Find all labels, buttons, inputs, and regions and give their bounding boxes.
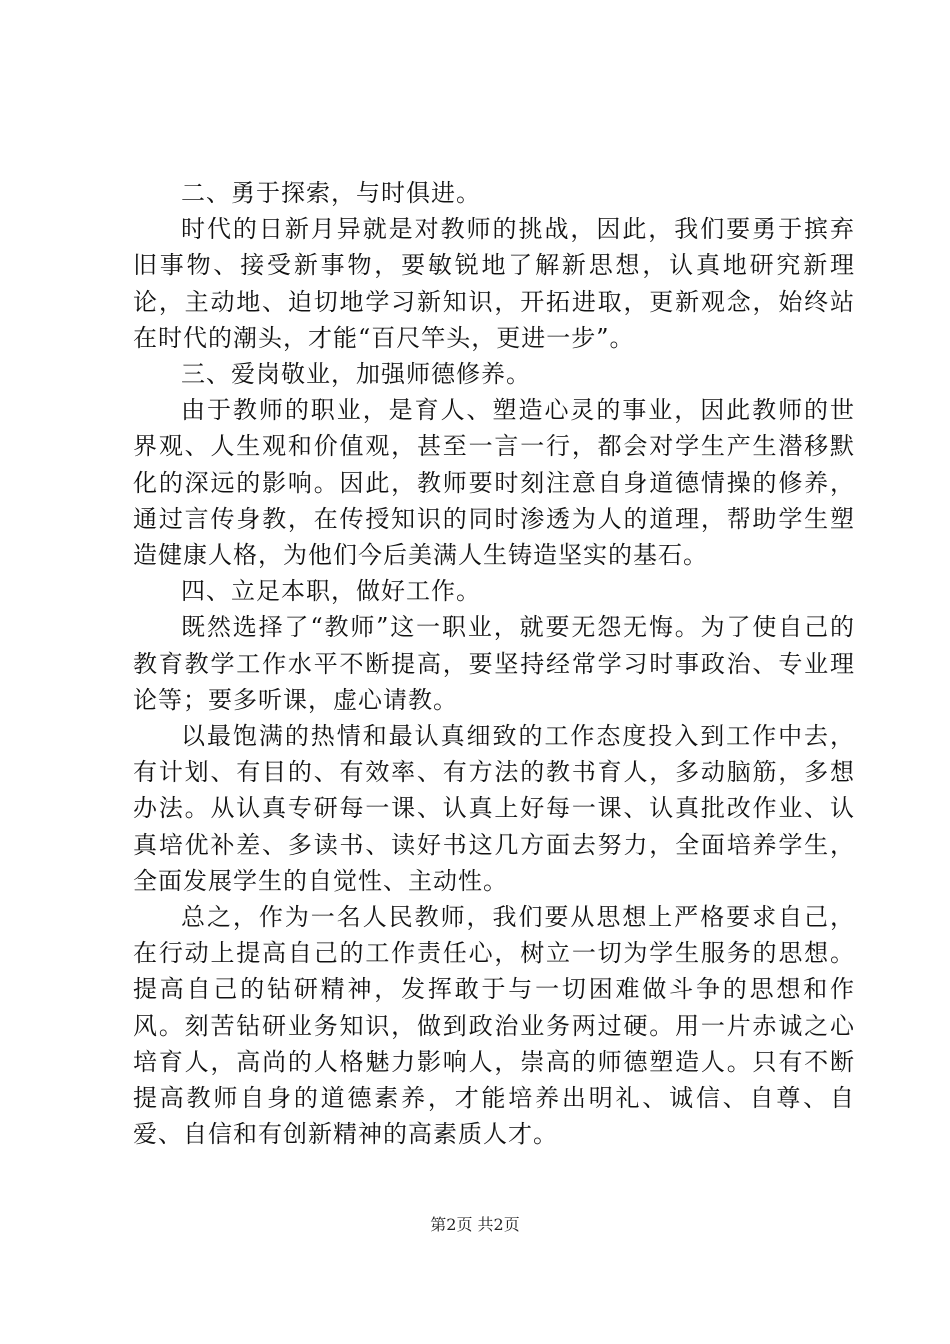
page-number-footer: 第2页 共2页 <box>430 1215 520 1234</box>
paragraph: 由于教师的职业，是育人、塑造心灵的事业，因此教师的世界观、人生观和价值观，甚至一言一行，都会对学生产生潜移默化的深远的影响。因此，教师要时刻注意自身道德情操的修养，通过言传身教，在传授知识的同时渗透为人的道理，帮助学生塑造健康人格，为他们今后美满人生铸造坚实的基石。 <box>133 396 855 570</box>
section-heading-2: 二、勇于探索，与时俱进。 <box>181 179 481 207</box>
conclusion-paragraph: 总之，作为一名人民教师，我们要从思想上严格要求自己，在行动上提高自己的工作责任心，树立一切为学生服务的思想。提高自己的钻研精神，发挥敢于与一切困难做斗争的思想和作风。刻苦钻研业务知识，做到政治业务两过硬。用一片赤诚之心培育人，高尚的人格魅力影响人，崇高的师德塑造人。只有不断提高教师自身的道德素养，才能培养出明礼、诚信、自尊、自爱、自信和有创新精神的高素质人才。 <box>133 903 855 1149</box>
paragraph: 时代的日新月异就是对教师的挑战，因此，我们要勇于摈弃旧事物、接受新事物，要敏锐地了解新思想，认真地研究新理论，主动地、迫切地学习新知识，开拓进取，更新观念，始终站在时代的潮头，才能“百尺竿头，更进一步”。 <box>133 215 855 352</box>
section-heading-3: 三、爱岗敬业，加强师德修养。 <box>181 360 531 389</box>
paragraph: 以最饱满的热情和最认真细致的工作态度投入到工作中去，有计划、有目的、有效率、有方法的教书育人，多动脑筋，多想办法。从认真专研每一课、认真上好每一课、认真批改作业、认真培优补差、多读书、读好书这几方面去努力，全面培养学生，全面发展学生的自觉性、主动性。 <box>133 722 855 895</box>
section-heading-4: 四、立足本职，做好工作。 <box>181 577 481 606</box>
document-body <box>133 175 855 1152</box>
paragraph: 既然选择了“教师”这一职业，就要无怨无悔。为了使自己的教育教学工作水平不断提高，要坚持经常学习时事政治、专业理论等；要多听课，虚心请教。 <box>133 613 855 714</box>
